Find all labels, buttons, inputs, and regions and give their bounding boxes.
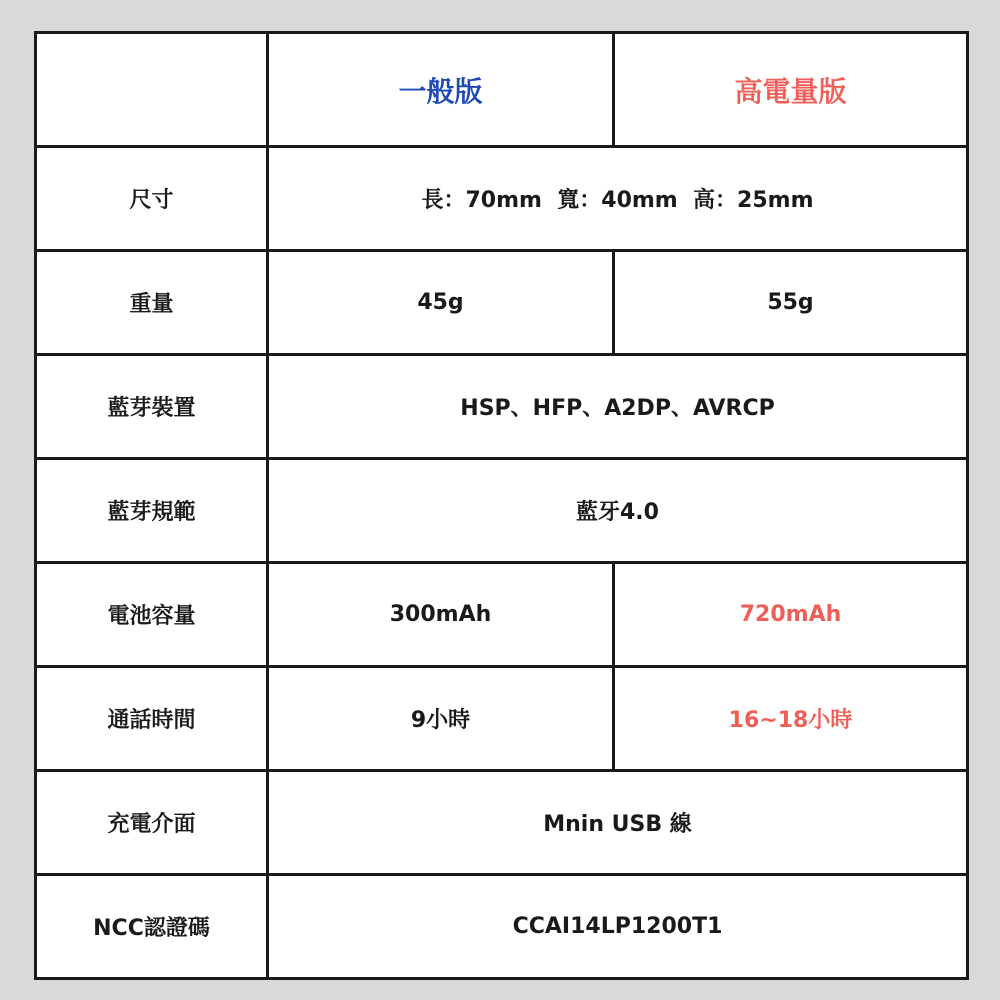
row-label-size: 尺寸 [36,147,268,251]
row-label-battery: 電池容量 [36,563,268,667]
header-standard: 一般版 [268,33,614,147]
weight-standard: 45g [268,251,614,355]
row-label-ncc: NCC認證碼 [36,875,268,979]
row-label-talk-time: 通話時間 [36,667,268,771]
corner-cell [36,33,268,147]
table-row [36,459,968,563]
bt-profiles-value: HSP、HFP、A2DP、AVRCP [268,355,968,459]
header-high-capacity: 高電量版 [614,33,968,147]
talk-time-standard: 9小時 [268,667,614,771]
table-row [36,355,968,459]
table-row [36,667,968,771]
charging-value: Mnin USB 線 [268,771,968,875]
row-label-charging: 充電介面 [36,771,268,875]
bt-version-value: 藍牙4.0 [268,459,968,563]
row-label-bt-profiles: 藍芽裝置 [36,355,268,459]
talk-time-high-capacity: 16~18小時 [614,667,968,771]
table-row [36,771,968,875]
spec-comparison-table [34,31,969,980]
table-row [36,563,968,667]
row-label-bt-version: 藍芽規範 [36,459,268,563]
row-label-weight: 重量 [36,251,268,355]
size-value: 長：70mm 寬：40mm 高：25mm [268,147,968,251]
table-row [36,251,968,355]
ncc-value: CCAI14LP1200T1 [268,875,968,979]
table-row [36,147,968,251]
table-row [36,875,968,979]
weight-high-capacity: 55g [614,251,968,355]
header-row [36,33,968,147]
battery-standard: 300mAh [268,563,614,667]
battery-high-capacity: 720mAh [614,563,968,667]
